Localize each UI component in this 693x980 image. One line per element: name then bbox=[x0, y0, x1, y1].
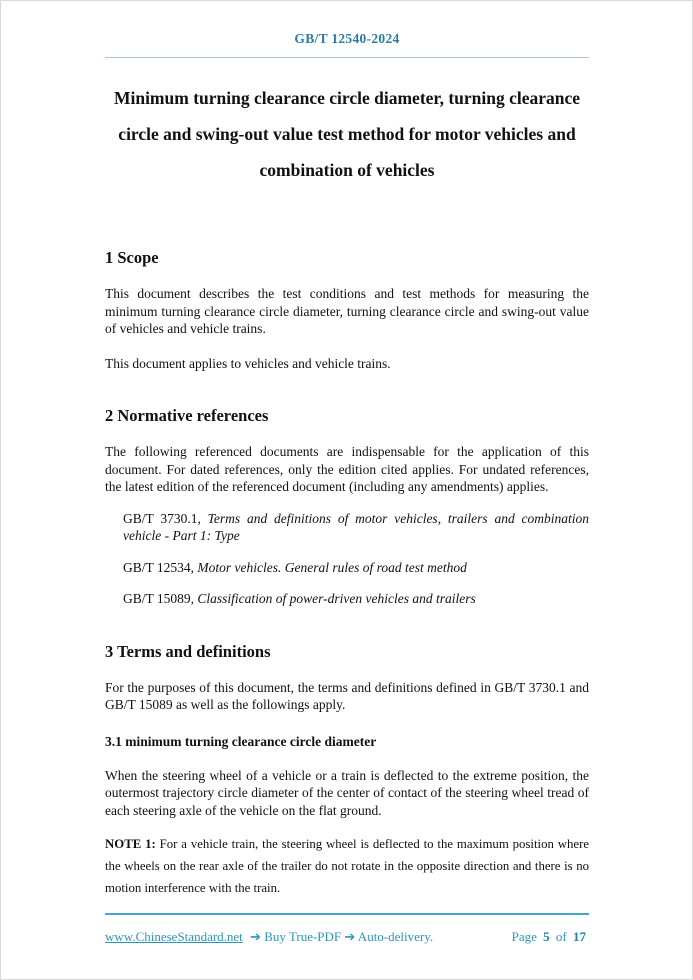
page-label: Page bbox=[511, 929, 537, 944]
note-text: For a vehicle train, the steering wheel is deflected to the maximum position where the wheels on the rear axle of the trailer do not rotate in the opposite direction and there is no motion interference with the train. bbox=[105, 837, 590, 895]
reference-title: Classification of power-driven vehicles and trailers bbox=[197, 591, 476, 606]
reference-item bbox=[123, 559, 589, 577]
page-indicator bbox=[512, 929, 589, 945]
reference-title: Terms and definitions of motor vehicles, trailers and combination vehicle - Part 1: Type bbox=[123, 510, 589, 543]
chinesestandard-link[interactable]: www.ChineseStandard.net bbox=[105, 929, 243, 944]
reference-list bbox=[105, 510, 589, 608]
section-normative-references bbox=[105, 406, 589, 608]
footer-divider bbox=[105, 913, 589, 915]
reference-item bbox=[123, 590, 589, 608]
page-current: 5 bbox=[543, 929, 550, 944]
normative-paragraph-1: The following referenced documents are indispensable for the application of this document. For dated references, only the edition cited applies. For undated references, the latest edition of the referenced document (including any amendments) applies. bbox=[105, 444, 589, 494]
page-footer bbox=[1, 913, 692, 979]
reference-code: GB/T 3730.1, bbox=[123, 510, 201, 526]
page-of-label: of bbox=[555, 929, 567, 944]
reference-code: GB/T 12534, bbox=[123, 559, 195, 575]
header-divider bbox=[105, 57, 589, 58]
section-terms-definitions bbox=[105, 642, 589, 900]
reference-title: Motor vehicles. General rules of road test method bbox=[197, 559, 467, 575]
scope-paragraph-2: This document applies to vehicles and vehicle trains. bbox=[105, 355, 391, 371]
footer-row bbox=[105, 929, 589, 945]
page-total: 17 bbox=[573, 929, 586, 944]
page-content bbox=[1, 1, 692, 899]
terms-paragraph-1: For the purposes of this document, the terms and definitions defined in GB/T 3730.1 and GB/T 15089 as well as the followings apply. bbox=[105, 679, 589, 712]
reference-item bbox=[123, 510, 589, 545]
document-title: Minimum turning clearance circle diameter, turning clearance circle and swing-out value test method for motor vehicles and combination of vehicles bbox=[113, 88, 581, 180]
term-3-1-heading: 3.1 minimum turning clearance circle diameter bbox=[105, 733, 377, 749]
doc-number: GB/T 12540-2024 bbox=[294, 31, 400, 46]
section-normative-heading: 2 Normative references bbox=[105, 406, 269, 425]
footer-delivery-text: ➔ Buy True-PDF ➔ Auto-delivery. bbox=[250, 929, 434, 944]
footer-left bbox=[105, 929, 433, 945]
section-scope-heading: 1 Scope bbox=[105, 248, 159, 267]
section-scope bbox=[105, 248, 589, 372]
term-3-1-definition: When the steering wheel of a vehicle or a train is deflected to the extreme position, the outermost trajectory circle diameter of the center of contact of the steering wheel tread of each steering axle of the vehicle on the flat ground. bbox=[105, 767, 589, 818]
note-1 bbox=[105, 833, 589, 899]
note-label: NOTE 1: bbox=[105, 837, 156, 851]
reference-code: GB/T 15089, bbox=[123, 591, 195, 606]
spacer bbox=[105, 188, 589, 214]
section-terms-heading: 3 Terms and definitions bbox=[105, 641, 271, 661]
scope-paragraph-1: This document describes the test conditions and test methods for measuring the minimum turning clearance circle diameter, turning clearance circle and swing-out value of vehicles and vehicle trains. bbox=[105, 286, 589, 336]
